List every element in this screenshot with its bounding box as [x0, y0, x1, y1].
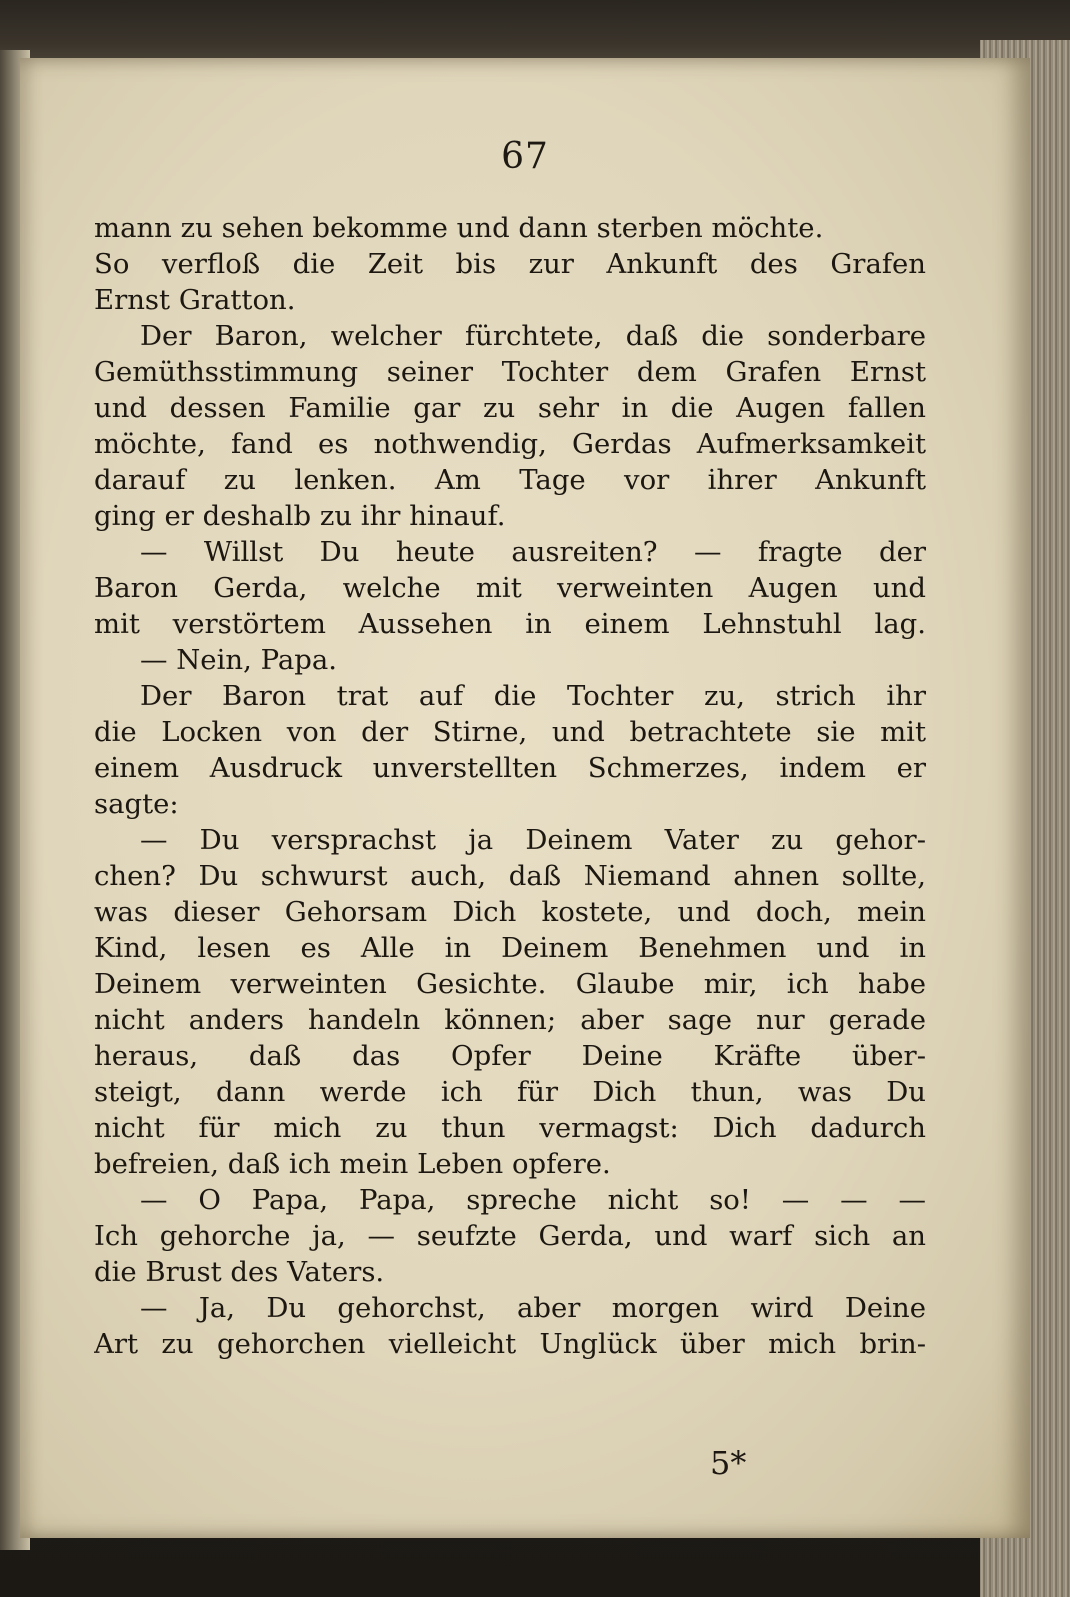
text-line: möchte, fand es nothwendig, Gerdas Aufmerksamkeit	[94, 428, 926, 460]
text-line: — Willst Du heute ausreiten? — fragte der	[140, 536, 926, 568]
text-line: Kind, lesen es Alle in Deinem Benehmen und in	[94, 932, 926, 964]
text-line: chen? Du schwurst auch, daß Niemand ahnen sollte,	[94, 860, 926, 892]
text-line: nicht für mich zu thun vermagst: Dich dadurch	[94, 1112, 926, 1144]
text-line: Ich gehorche ja, — seufzte Gerda, und warf sich an	[94, 1220, 926, 1252]
text-line: darauf zu lenken. Am Tage vor ihrer Ankunft	[94, 464, 926, 496]
text-line: heraus, daß das Opfer Deine Kräfte über-	[94, 1040, 926, 1072]
text-line: die Locken von der Stirne, und betrachtete sie mit	[94, 716, 926, 748]
text-line: — Nein, Papa.	[140, 644, 337, 676]
text-line: — O Papa, Papa, spreche nicht so! — — —	[140, 1184, 926, 1216]
text-line: — Ja, Du gehorchst, aber morgen wird Deine	[140, 1292, 926, 1324]
text-line: ging er deshalb zu ihr hinauf.	[94, 500, 506, 532]
book-cover-top-edge	[0, 0, 1070, 62]
page-number: 67	[501, 136, 549, 177]
text-line: Der Baron, welcher fürchtete, daß die sonderbare	[140, 320, 926, 352]
text-line: So verfloß die Zeit bis zur Ankunft des Grafen	[94, 248, 926, 280]
text-line: was dieser Gehorsam Dich kostete, und doch, mein	[94, 896, 926, 928]
text-line: mit verstörtem Aussehen in einem Lehnstuhl lag.	[94, 608, 926, 640]
text-line: Der Baron trat auf die Tochter zu, strich ihr	[140, 680, 926, 712]
text-line: Ernst Gratton.	[94, 284, 296, 316]
text-line: Art zu gehorchen vielleicht Unglück über mich brin-	[94, 1328, 926, 1360]
text-line: und dessen Familie gar zu sehr in die Augen fallen	[94, 392, 926, 424]
text-line: steigt, dann werde ich für Dich thun, was Du	[94, 1076, 926, 1108]
text-line: sagte:	[94, 788, 179, 820]
text-line: einem Ausdruck unverstellten Schmerzes, indem er	[94, 752, 926, 784]
text-line: Baron Gerda, welche mit verweinten Augen und	[94, 572, 926, 604]
page-sheet	[20, 58, 1030, 1538]
text-line: — Du versprachst ja Deinem Vater zu gehor-	[140, 824, 926, 856]
body-text	[94, 210, 926, 1362]
signature-mark: 5*	[710, 1444, 747, 1482]
text-line: mann zu sehen bekomme und dann sterben möchte.	[94, 212, 824, 244]
text-line: Gemüthsstimmung seiner Tochter dem Grafen Ernst	[94, 356, 926, 388]
text-line: Deinem verweinten Gesichte. Glaube mir, ich habe	[94, 968, 926, 1000]
text-line: nicht anders handeln können; aber sage nur gerade	[94, 1004, 926, 1036]
text-line: befreien, daß ich mein Leben opfere.	[94, 1148, 611, 1180]
text-line: die Brust des Vaters.	[94, 1256, 385, 1288]
